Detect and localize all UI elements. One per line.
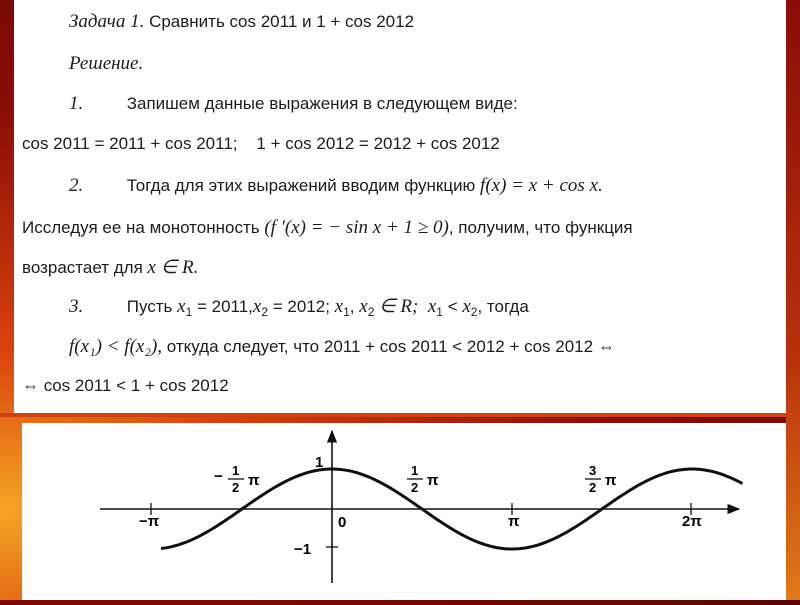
step-1-text: Запишем данные выражения в следующем виде: bbox=[126, 94, 518, 113]
x2-symbol: x bbox=[252, 296, 262, 317]
x2-symbol-b: x bbox=[359, 296, 368, 317]
task-title bbox=[69, 11, 414, 33]
label-neg-half-pi bbox=[214, 463, 260, 495]
half-numerator: 1 bbox=[411, 463, 419, 478]
x2-symbol-c: x bbox=[462, 296, 471, 317]
label-3half-pi bbox=[585, 463, 617, 495]
x1-symbol: x bbox=[177, 296, 186, 317]
derivative-formula: (f ′(x) = − sin x + 1 ≥ 0) bbox=[264, 217, 449, 238]
task-title-text: Сравнить cos 2011 и 1 + cos 2012 bbox=[149, 12, 415, 31]
x2-subscript-b: 2 bbox=[367, 305, 375, 319]
function-formula: f(x) = x + cos x. bbox=[480, 175, 603, 196]
monotonicity-text-a: Исследуя ее на монотонность bbox=[22, 218, 260, 237]
x1-symbol-c: x bbox=[427, 296, 437, 317]
label-zero: 0 bbox=[338, 514, 347, 531]
increasing-text: возрастает для bbox=[22, 258, 143, 277]
step-2-text: Тогда для этих выражений вводим функцию bbox=[126, 176, 476, 195]
cosine-graph bbox=[22, 423, 786, 600]
final-result-text: ⇔ cos 2011 < 1 + cos 2012 bbox=[22, 376, 229, 395]
task-title-label: Задача 1. bbox=[69, 11, 145, 32]
three-half-denominator: 2 bbox=[589, 480, 597, 495]
label-neg-pi: −π bbox=[139, 513, 160, 530]
monotonicity-text-b: , получим, что функция bbox=[448, 218, 633, 237]
in-r: ∈ R; bbox=[374, 296, 428, 317]
monotonicity-line bbox=[22, 217, 633, 239]
less-than: < bbox=[442, 297, 463, 316]
neg-half-denominator: 2 bbox=[232, 480, 240, 495]
label-pi: π bbox=[508, 513, 520, 530]
final-result bbox=[22, 376, 229, 396]
domain-formula: x ∈ R. bbox=[147, 257, 199, 278]
neg-half-numerator: 1 bbox=[232, 463, 240, 478]
label-2pi: 2π bbox=[682, 513, 702, 530]
equation-line bbox=[22, 134, 500, 154]
conclusion-line bbox=[69, 336, 615, 358]
function-inequality: f(x₁) < f(x₂), bbox=[69, 336, 163, 357]
solution-heading bbox=[69, 53, 143, 75]
then-text: , тогда bbox=[477, 297, 529, 316]
step-3-text: Пусть bbox=[126, 297, 173, 316]
x1-symbol-b: x bbox=[334, 296, 344, 317]
label-half-pi bbox=[407, 463, 439, 495]
label-neg-one: −1 bbox=[294, 541, 312, 558]
step-2-number: 2. bbox=[69, 175, 84, 196]
x1-value: = 2011, bbox=[192, 297, 253, 316]
step-3 bbox=[69, 295, 529, 319]
x1-subscript-b: 1 bbox=[343, 305, 350, 319]
equation-text: cos 2011 = 2011 + cos 2011; 1 + cos 2012 = 2012 + cos 2012 bbox=[22, 134, 500, 153]
neg-half-pi-symbol: π bbox=[248, 472, 260, 489]
step-3-number: 3. bbox=[69, 296, 84, 317]
conclusion-text: откуда следует, что 2011 + cos 2011 < 2012 + cos 2012 ⇔ bbox=[162, 337, 615, 356]
solution-text-panel bbox=[14, 0, 786, 413]
solution-label: Решение. bbox=[69, 53, 144, 74]
half-denominator: 2 bbox=[411, 480, 419, 495]
x2-subscript-c: 2 bbox=[470, 305, 478, 319]
neg-half-minus: − bbox=[214, 468, 223, 485]
label-one: 1 bbox=[315, 454, 324, 471]
half-pi-symbol: π bbox=[427, 472, 439, 489]
panel-divider bbox=[0, 413, 800, 417]
three-half-pi-symbol: π bbox=[605, 472, 617, 489]
x2-value: = 2012; bbox=[268, 297, 335, 316]
x1-subscript-c: 1 bbox=[436, 305, 443, 319]
step-1-number: 1. bbox=[69, 93, 84, 114]
comma: , bbox=[349, 297, 360, 316]
step-1 bbox=[69, 93, 518, 115]
background-strip bbox=[786, 0, 800, 600]
cosine-graph-panel bbox=[22, 423, 786, 600]
three-half-numerator: 3 bbox=[589, 463, 597, 478]
step-2 bbox=[69, 175, 603, 197]
x1-subscript: 1 bbox=[185, 305, 193, 319]
increasing-line bbox=[22, 256, 198, 279]
x2-subscript: 2 bbox=[261, 305, 269, 319]
